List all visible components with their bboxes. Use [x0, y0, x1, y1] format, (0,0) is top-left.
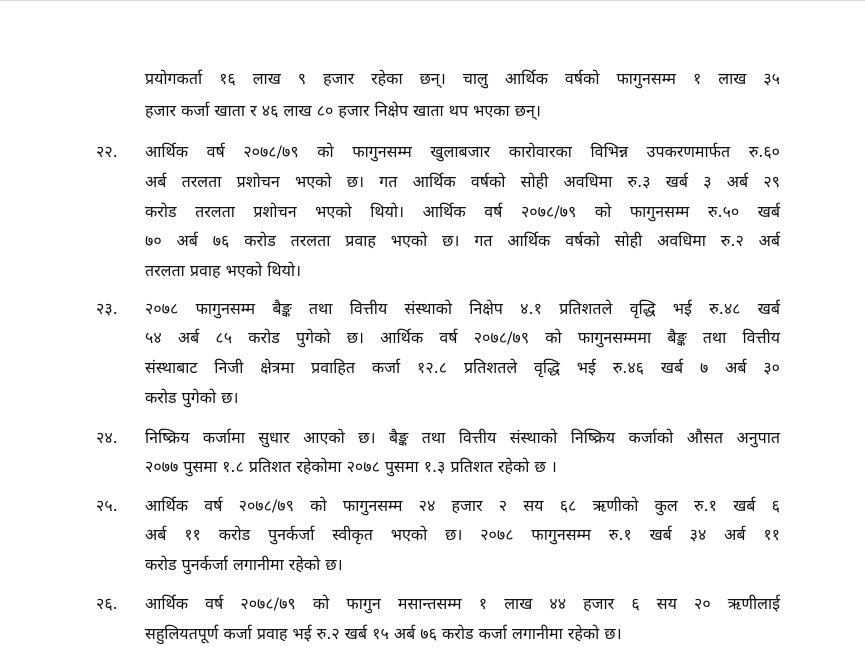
paragraph-number: २२.: [96, 142, 118, 161]
paragraph-line: सहुलियतपूर्ण कर्जा प्रवाह भई रु.२ खर्ब १५ अर्ब ७६ करोड कर्जा लगानीमा रहेको छ।: [145, 624, 622, 643]
paragraph-line: करोड पुनर्कर्जा लगानीमा रहेको छ।: [145, 555, 343, 574]
paragraph-line: तरलता प्रवाह भएको थियो।: [145, 261, 302, 280]
paragraph-line: करोड पुगेको छ।: [145, 388, 239, 407]
paragraph-line: ५४ अर्ब ८५ करोड पुगेको छ। आर्थिक वर्ष २०७८/७९ को फागुनसम्ममा बैङ्क तथा वित्तीय: [145, 328, 780, 347]
paragraph-number: २६.: [96, 594, 118, 613]
paragraph-line: आर्थिक वर्ष २०७८/७९ को फागुनसम्म खुलाबजार कारोवारका विभिन्न उपकरणमार्फत रु.६०: [145, 142, 780, 161]
paragraph-line: निष्क्रिय कर्जामा सुधार आएको छ। बैङ्क तथा वित्तीय संस्थाको निष्क्रिय कर्जाको औसत अनुपात: [145, 428, 780, 447]
paragraph-line: अर्ब तरलता प्रशोचन भएको छ। गत आर्थिक वर्षको सोही अवधिमा रु.३ खर्ब ३ अर्ब २९: [145, 172, 780, 191]
paragraph-line: ७० अर्ब ७६ करोड तरलता प्रवाह भएको छ। गत आर्थिक वर्षको सोही अवधिमा रु.२ अर्ब: [145, 231, 780, 250]
paragraph-line: करोड तरलता प्रशोचन भएको थियो। आर्थिक वर्ष २०७८/७९ को फागुनसम्म रु.५० खर्ब: [145, 202, 780, 221]
paragraph-line: हजार कर्जा खाता र ४६ लाख ८० हजार निक्षेप खाता थप भएका छन्।: [145, 101, 541, 120]
paragraph-line: आर्थिक वर्ष २०७८/७९ को फागुन मसान्तसम्म १ लाख ४४ हजार ६ सय २० ऋणीलाई: [145, 594, 780, 613]
paragraph-line: प्रयोगकर्ता १६ लाख ९ हजार रहेका छन्। चालु आर्थिक वर्षको फागुनसम्म १ लाख ३५: [145, 69, 780, 88]
paragraph-line: अर्ब ११ करोड पुनर्कर्जा स्वीकृत भएको छ। २०७८ फागुनसम्म रु.१ खर्ब ३४ अर्ब ११: [145, 525, 780, 544]
paragraph-line: संस्थाबाट निजी क्षेत्रमा प्रवाहित कर्जा १२.८ प्रतिशतले वृद्धि भई रु.४६ खर्ब ७ अर्ब ३०: [145, 358, 780, 377]
paragraph-line: २०७७ पुसमा १.८ प्रतिशत रहेकोमा २०७८ पुसमा १.३ प्रतिशत रहेको छ ।: [145, 457, 557, 476]
paragraph-number: २४.: [96, 428, 118, 447]
paragraph-line: २०७८ फागुनसम्म बैङ्क तथा वित्तीय संस्थाको निक्षेप ४.१ प्रतिशतले वृद्धि भई रु.४८ खर्ब: [145, 299, 780, 318]
paragraph-line: आर्थिक वर्ष २०७८/७९ को फागुनसम्म २४ हजार २ सय ६८ ऋणीको कुल रु.१ खर्ब ६: [145, 496, 780, 515]
top-border: [0, 0, 865, 1]
paragraph-number: २५.: [96, 496, 118, 515]
paragraph-number: २३.: [96, 299, 118, 318]
